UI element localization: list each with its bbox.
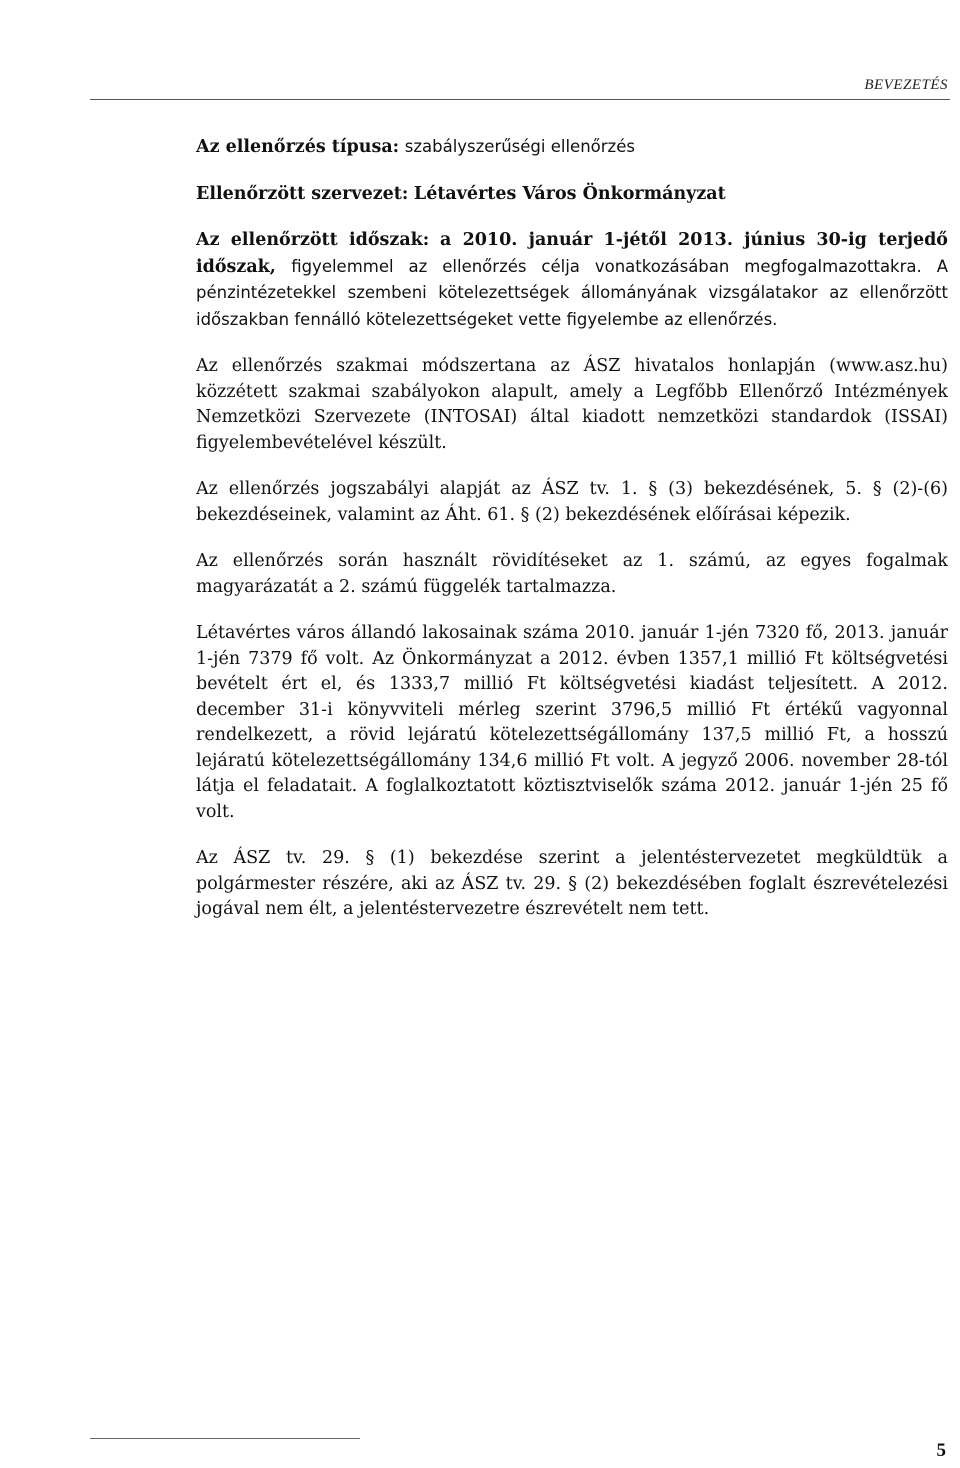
methodology-paragraph: Az ellenőrzés szakmai módszertana az ÁSZ hivatalos honlapján (www.asz.hu) közzétett szakmai szabályokon alapult, amely a Legfőbb Ellenőrző Intézmények Nemzetközi Szervezete (INTOSAI) által kiadott nemzetközi standardok (ISSAI) figyelembevételével készült. (196, 356, 948, 453)
page-number: 5 (936, 1440, 946, 1461)
audit-period-paragraph (196, 228, 948, 333)
draft-report-paragraph: Az ÁSZ tv. 29. § (1) bekezdése szerint a jelentéstervezetet megküldtük a polgármester részére, aki az ÁSZ tv. 29. § (2) bekezdésében foglalt észrevételezési jogával nem élt, a jelentéstervezetre észrevételt nem tett. (196, 848, 948, 919)
audit-type-line (196, 134, 948, 161)
document-body (196, 134, 948, 944)
header-rule (90, 99, 950, 100)
audited-org-value: Létavértes Város Önkormányzat (413, 183, 726, 204)
audit-type-label: Az ellenőrzés típusa: (196, 137, 400, 157)
legal-basis-paragraph: Az ellenőrzés jogszabályi alapját az ÁSZ tv. 1. § (3) bekezdésének, 5. § (2)-(6) bekezdéseinek, valamint az Áht. 61. § (2) bekezdésének előírásai képezik. (196, 479, 948, 525)
running-header: BEVEZETÉS (864, 77, 948, 93)
audited-org-line (196, 182, 948, 208)
audit-type-value: szabályszerűségi ellenőrzés (404, 137, 635, 156)
audit-period-note: figyelemmel az ellenőrzés célja vonatkozásában megfogalmazottakra. A pénzintézetekkel szembeni kötelezettségek állományának vizsgálatakor az ellenőrzött időszakban fennálló kötelezettségeket vette figyelembe az ellenőrzés. (196, 256, 948, 329)
footer-rule (90, 1438, 360, 1439)
municipality-facts-paragraph: Létavértes város állandó lakosainak száma 2010. január 1-jén 7320 fő, 2013. január 1-jén 7379 fő volt. Az Önkormányzat a 2012. évben 1357,1 millió Ft költségvetési bevételt ért el, és 1333,7 millió Ft költségvetési kiadást teljesített. A 2012. december 31-i könyvviteli mérleg szerint 3796,5 millió Ft értékű vagyonnal rendelkezett, a rövid lejáratú kötelezettségállomány 137,5 millió Ft, a hosszú lejáratú kötelezettségállomány 134,6 millió Ft volt. A jegyző 2006. november 28-tól látja el feladatait. A foglalkoztatott köztisztviselők száma 2012. január 1-jén 25 fő volt. (196, 623, 948, 822)
audited-org-label: Ellenőrzött szervezet: (196, 183, 409, 204)
audit-period-label: Az ellenőrzött időszak: (196, 230, 430, 250)
audit-period-value: a 2010. január 1-jétől 2013. június 30-ig terjedő időszak, (196, 230, 948, 277)
abbreviations-paragraph: Az ellenőrzés során használt rövidítéseket az 1. számú, az egyes fogalmak magyarázatát a 2. számú függelék tartalmazza. (196, 551, 948, 597)
